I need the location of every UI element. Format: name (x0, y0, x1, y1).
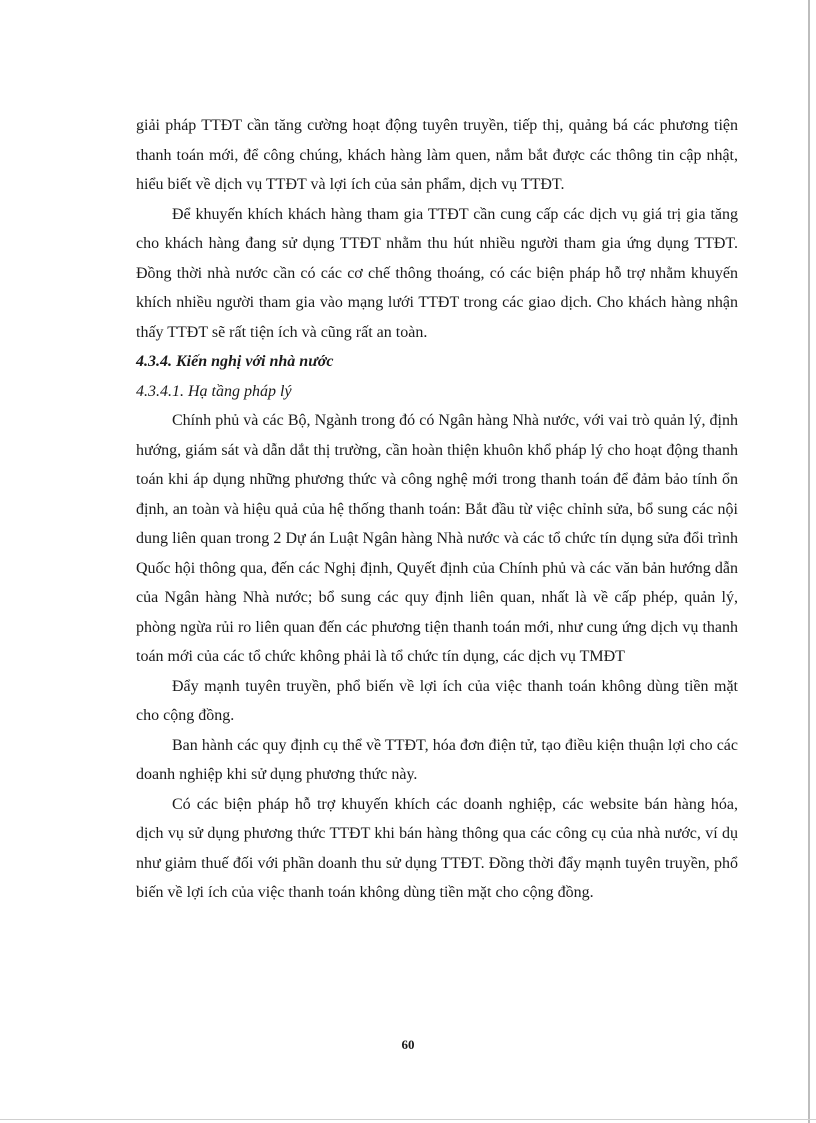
subsection-heading-legal-infrastructure: 4.3.4.1. Hạ tầng pháp lý (136, 382, 292, 400)
section-heading-recommendations: 4.3.4. Kiến nghị với nhà nước (136, 353, 334, 370)
paragraph-ttdt-promotion: giải pháp TTĐT cần tăng cường hoạt động tuyên truyền, tiếp thị, quảng bá các phương tiện thanh toán mới, để công chúng, khách hàng làm quen, nắm bắt được các thông tin cập nhật, hiểu biết về dịch vụ TTĐT và lợi ích của sản phẩm, dịch vụ TTĐT. (136, 117, 738, 193)
paragraph-legal-framework: Chính phủ và các Bộ, Ngành trong đó có Ngân hàng Nhà nước, với vai trò quản lý, định hướng, giám sát và dẫn dắt thị trường, cần hoàn thiện khuôn khổ pháp lý cho hoạt động thanh toán khi áp dụng những phương thức và công nghệ mới trong thanh toán để đảm bảo tính ổn định, an toàn và hiệu quả của hệ thống thanh toán: Bắt đầu từ việc chỉnh sửa, bổ sung các nội dung liên quan trong 2 Dự án Luật Ngân hàng Nhà nước và các tổ chức tín dụng sửa đổi trình Quốc hội thông qua, đến các Nghị định, Quyết định của Chính phủ và các văn bản hướng dẫn của Ngân hàng Nhà nước; bổ sung các quy định liên quan, nhất là về cấp phép, quản lý, phòng ngừa rủi ro liên quan đến các phương tiện thanh toán mới, như cung ứng dịch vụ thanh toán mới của các tổ chức không phải là tổ chức tín dụng, các dịch vụ TMĐT (136, 412, 738, 665)
page-number: 60 (401, 1037, 415, 1052)
paragraph-business-support: Có các biện pháp hỗ trợ khuyến khích các doanh nghiệp, các website bán hàng hóa, dịch vụ sử dụng phương thức TTĐT khi bán hàng thông qua các công cụ của nhà nước, ví dụ như giảm thuế đối với phần doanh thu sử dụng TTĐT. Đồng thời đẩy mạnh tuyên truyền, phổ biến về lợi ích của việc thanh toán không dùng tiền mặt cho cộng đồng. (136, 795, 738, 901)
page-border-bottom (0, 1119, 816, 1120)
paragraph-e-invoice-regulations: Ban hành các quy định cụ thể về TTĐT, hóa đơn điện tử, tạo điều kiện thuận lợi cho các doanh nghiệp khi sử dụng phương thức này. (136, 736, 738, 783)
page-body (136, 111, 738, 908)
paragraph-value-added-services: Để khuyến khích khách hàng tham gia TTĐT cần cung cấp các dịch vụ giá trị gia tăng cho khách hàng đang sử dụng TTĐT nhằm thu hút nhiều người tham gia ứng dụng TTĐT. Đồng thời nhà nước cần có các cơ chế thông thoáng, có các biện pháp hỗ trợ nhằm khuyến khích nhiều người tham gia vào mạng lưới TTĐT trong các giao dịch. Cho khách hàng nhận thấy TTĐT sẽ rất tiện ích và cũng rất an toàn. (136, 205, 738, 341)
page-border-right (808, 0, 810, 1123)
paragraph-promote-cashless: Đẩy mạnh tuyên truyền, phổ biến về lợi ích của việc thanh toán không dùng tiền mặt cho cộng đồng. (136, 677, 738, 724)
